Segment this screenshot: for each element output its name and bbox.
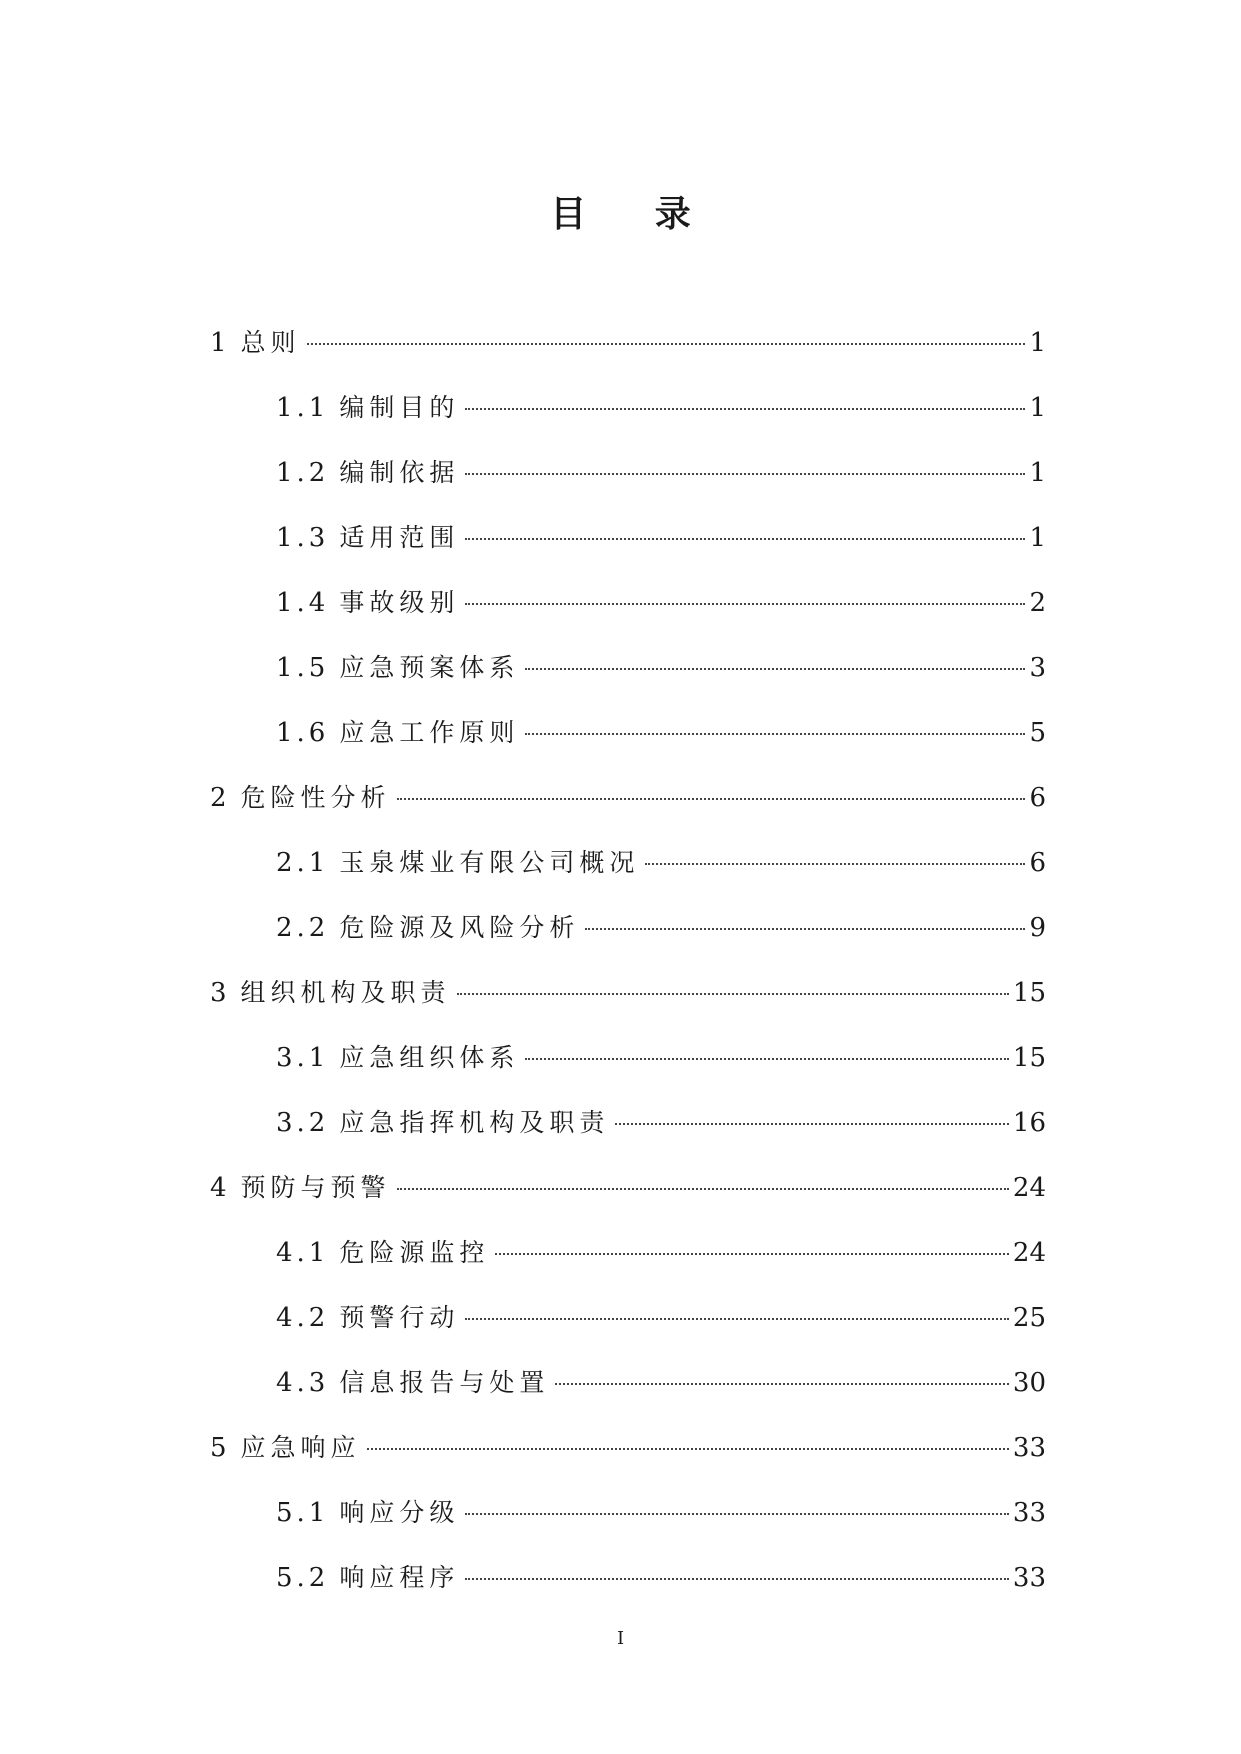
toc-dot-leader (615, 1123, 1009, 1125)
toc-section-entry[interactable] (210, 452, 1046, 517)
toc-dot-leader (465, 603, 1025, 605)
toc-section-entry[interactable] (210, 387, 1046, 452)
toc-entry-label: 应急组织体系 (339, 1043, 520, 1072)
toc-entry-page-number: 9 (1029, 913, 1046, 943)
toc-entry-label: 适用范围 (339, 523, 460, 552)
toc-entry-label: 编制依据 (339, 458, 460, 487)
toc-entry-page-number: 33 (1012, 1498, 1046, 1528)
toc-section-entry[interactable] (210, 907, 1046, 972)
toc-entry-number: 1.6 (276, 718, 330, 748)
toc-entry-label: 玉泉煤业有限公司概况 (339, 848, 640, 877)
toc-section-entry[interactable] (210, 647, 1046, 712)
toc-entry-page-number: 2 (1029, 588, 1046, 618)
toc-entry-page-number: 1 (1029, 393, 1046, 423)
toc-entry-page-number: 24 (1012, 1173, 1046, 1203)
toc-entry-label: 响应分级 (339, 1498, 460, 1527)
toc-section-entry[interactable] (210, 1037, 1046, 1102)
page-title: 目 录 (550, 194, 719, 235)
toc-entry-number: 2.2 (276, 913, 330, 943)
toc-section-entry[interactable] (210, 1297, 1046, 1362)
toc-section-entry[interactable] (210, 1102, 1046, 1167)
toc-entry-page-number: 6 (1029, 848, 1046, 878)
toc-section-entry[interactable] (210, 712, 1046, 777)
toc-chapter-entry[interactable] (210, 1427, 1046, 1492)
toc-chapter-entry[interactable] (210, 1167, 1046, 1232)
toc-entry-number: 1.3 (276, 523, 330, 553)
toc-entry-number: 5 (210, 1433, 231, 1463)
toc-dot-leader (525, 733, 1025, 735)
toc-entry-label: 危险源监控 (339, 1238, 490, 1267)
toc-dot-leader (307, 343, 1026, 345)
toc-section-entry[interactable] (210, 1232, 1046, 1297)
toc-entry-page-number: 1 (1029, 328, 1046, 358)
table-of-contents (210, 322, 1046, 1622)
toc-entry-number: 1.5 (276, 653, 330, 683)
toc-dot-leader (465, 538, 1025, 540)
toc-entry-number: 1.4 (276, 588, 330, 618)
toc-dot-leader (525, 668, 1025, 670)
toc-chapter-entry[interactable] (210, 777, 1046, 842)
toc-entry-page-number: 24 (1012, 1238, 1046, 1268)
toc-entry-number: 5.2 (276, 1563, 330, 1593)
toc-entry-page-number: 33 (1012, 1433, 1046, 1463)
toc-section-entry[interactable] (210, 1557, 1046, 1622)
toc-entry-number: 4.3 (276, 1368, 330, 1398)
toc-section-entry[interactable] (210, 842, 1046, 907)
toc-dot-leader (585, 928, 1025, 930)
toc-entry-page-number: 16 (1012, 1108, 1046, 1138)
toc-entry-label: 应急预案体系 (339, 653, 520, 682)
toc-section-entry[interactable] (210, 1492, 1046, 1557)
toc-section-entry[interactable] (210, 1362, 1046, 1427)
toc-entry-label: 应急指挥机构及职责 (339, 1108, 610, 1137)
toc-dot-leader (465, 408, 1025, 410)
toc-chapter-entry[interactable] (210, 322, 1046, 387)
page-number: I (616, 1628, 625, 1649)
toc-dot-leader (465, 1318, 1009, 1320)
toc-entry-label: 事故级别 (339, 588, 460, 617)
toc-entry-number: 4.1 (276, 1238, 330, 1268)
toc-entry-number: 5.1 (276, 1498, 330, 1528)
toc-dot-leader (457, 993, 1009, 995)
toc-chapter-entry[interactable] (210, 972, 1046, 1037)
toc-entry-number: 1.1 (276, 393, 330, 423)
toc-dot-leader (367, 1448, 1009, 1450)
toc-entry-page-number: 3 (1029, 653, 1046, 683)
toc-entry-page-number: 1 (1029, 458, 1046, 488)
toc-entry-page-number: 33 (1012, 1563, 1046, 1593)
toc-entry-label: 响应程序 (339, 1563, 460, 1592)
toc-entry-page-number: 5 (1029, 718, 1046, 748)
toc-entry-number: 2.1 (276, 848, 330, 878)
toc-dot-leader (555, 1383, 1009, 1385)
toc-entry-label: 组织机构及职责 (240, 978, 451, 1007)
toc-entry-label: 总则 (240, 328, 301, 357)
toc-entry-number: 1.2 (276, 458, 330, 488)
toc-entry-page-number: 25 (1012, 1303, 1046, 1333)
toc-entry-label: 预防与预警 (240, 1173, 391, 1202)
toc-entry-number: 3 (210, 978, 231, 1008)
toc-entry-label: 应急工作原则 (339, 718, 520, 747)
toc-entry-number: 4 (210, 1173, 231, 1203)
toc-entry-page-number: 1 (1029, 523, 1046, 553)
toc-dot-leader (495, 1253, 1009, 1255)
toc-entry-page-number: 30 (1012, 1368, 1046, 1398)
toc-entry-number: 3.1 (276, 1043, 330, 1073)
toc-dot-leader (465, 473, 1025, 475)
toc-entry-number: 1 (210, 328, 231, 358)
toc-dot-leader (465, 1513, 1009, 1515)
toc-entry-number: 4.2 (276, 1303, 330, 1333)
toc-entry-label: 预警行动 (339, 1303, 460, 1332)
toc-entry-label: 危险性分析 (240, 783, 391, 812)
toc-dot-leader (525, 1058, 1009, 1060)
toc-dot-leader (465, 1578, 1009, 1580)
toc-entry-page-number: 15 (1012, 978, 1046, 1008)
toc-dot-leader (645, 863, 1025, 865)
toc-entry-label: 应急响应 (240, 1433, 361, 1462)
toc-entry-label: 编制目的 (339, 393, 460, 422)
toc-entry-page-number: 6 (1029, 783, 1046, 813)
toc-dot-leader (397, 798, 1026, 800)
toc-entry-number: 2 (210, 783, 231, 813)
toc-entry-page-number: 15 (1012, 1043, 1046, 1073)
toc-entry-label: 危险源及风险分析 (339, 913, 580, 942)
toc-section-entry[interactable] (210, 582, 1046, 647)
toc-section-entry[interactable] (210, 517, 1046, 582)
toc-entry-label: 信息报告与处置 (339, 1368, 550, 1397)
toc-dot-leader (397, 1188, 1009, 1190)
toc-entry-number: 3.2 (276, 1108, 330, 1138)
